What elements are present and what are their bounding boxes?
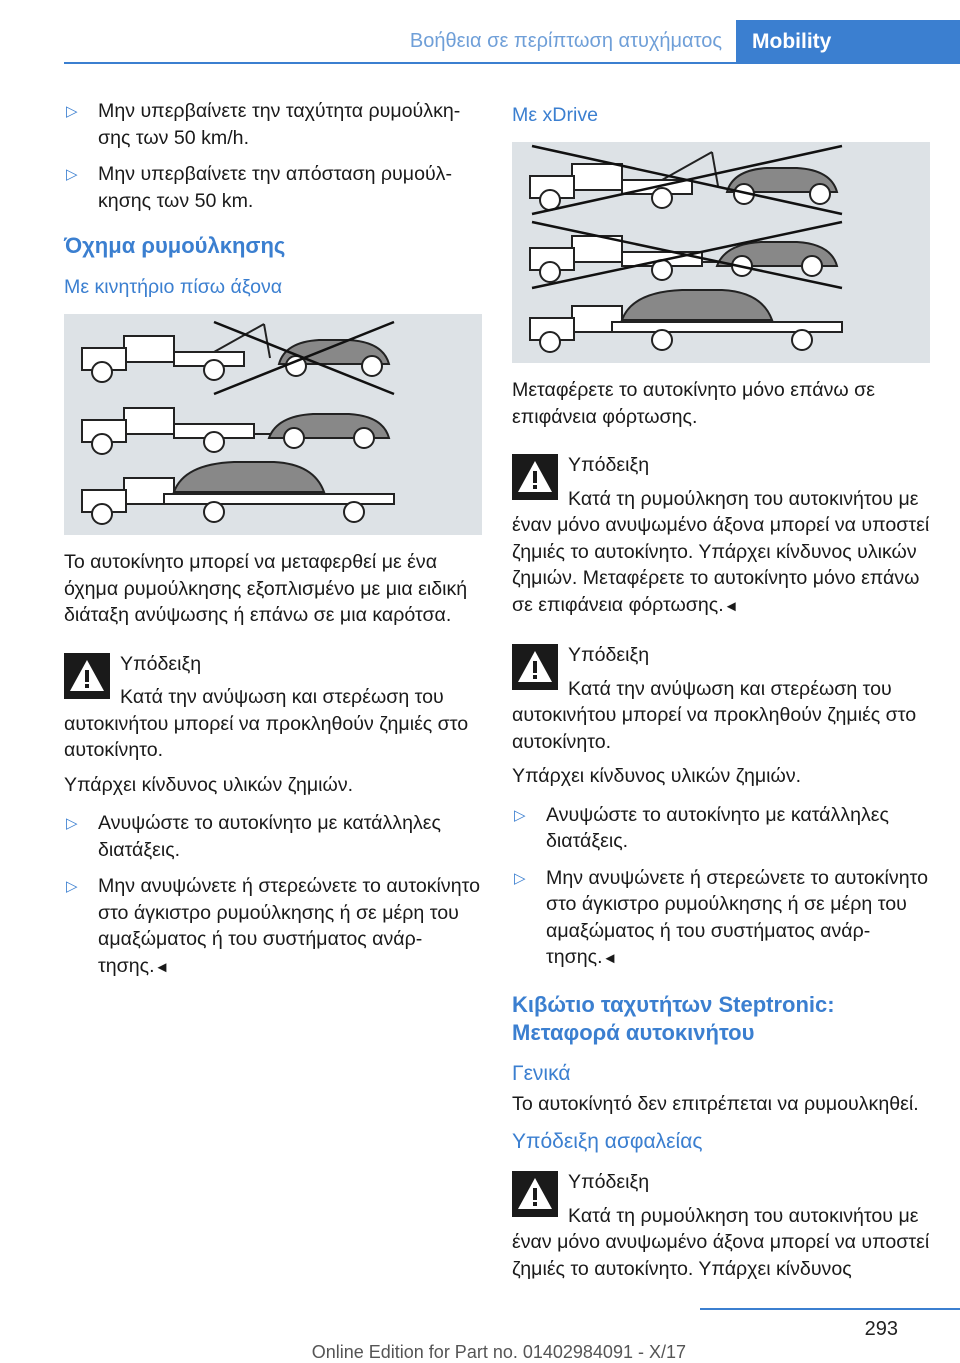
list-item: ▷ Ανυψώστε το αυτοκίνητο με κατάλληλες διατάξεις. — [514, 803, 889, 852]
warning-title: Υπόδειξη — [568, 1171, 650, 1193]
heading-tow-vehicle: Όχημα ρυμούλκησης — [64, 233, 286, 258]
list-item: ▷ Μην υπερβαίνετε την απόσταση ρυμούλκησης των 50 km. — [66, 163, 453, 212]
risk-text: Υπάρχει κίνδυνος υλικών ζημιών. — [512, 765, 802, 787]
lifting-list — [64, 810, 482, 981]
list-item: ▷ Μην υπερβαίνετε την ταχύτητα ρυμούλκησης των 50 km/h. — [66, 100, 461, 149]
subheading-general: Γενικά — [512, 1061, 571, 1085]
warning-text: Κατά την ανύψωση και στερέωση του αυτοκινήτου μπορεί να προκληθούν ζημιές στο αυτοκίνητο. — [512, 677, 917, 753]
subheading-rear-axle: Με κινητήριο πίσω άξονα — [64, 276, 283, 298]
chapter-tab[interactable]: Mobility — [736, 20, 960, 62]
tow-truck-illustration — [64, 314, 482, 535]
edition-note: Online Edition for Part no. 01402984091 - X/17 — [311, 1342, 686, 1362]
warning-icon — [512, 454, 558, 500]
warning-icon — [64, 653, 110, 699]
list-item: ▷ Ανυψώστε το αυτοκίνητο με κατάλληλες διατάξεις. — [66, 812, 441, 861]
heading-steptronic: Κιβώτιο ταχυτήτων Steptronic: Μεταφορά αυτοκινήτου — [512, 991, 835, 1045]
subheading-xdrive: Με xDrive — [512, 104, 599, 126]
xdrive-tow-illustration — [512, 142, 930, 363]
warning-icon — [512, 644, 558, 690]
lifting-list — [512, 802, 930, 973]
warning-block — [512, 642, 930, 755]
tow-description: Το αυτοκίνητο μπορεί να μεταφερθεί με ένα όχημα ρυμούλκησης εξοπλισμένο με μια ειδική διάταξη ανύψωσης ή επάνω σε μια καρότσα. — [64, 551, 468, 626]
speed-distance-list — [64, 98, 482, 214]
end-mark: ◄ — [154, 958, 170, 976]
triangle-bullet-icon: ▷ — [66, 878, 78, 895]
warning-title: Υπόδειξη — [568, 454, 650, 476]
general-text: Το αυτοκίνητό δεν επιτρέπεται να ρυμουλκηθεί. — [512, 1092, 919, 1115]
triangle-bullet-icon: ▷ — [66, 103, 78, 120]
triangle-bullet-icon: ▷ — [66, 166, 78, 183]
warning-block — [64, 651, 482, 764]
page-number: 293 — [864, 1318, 898, 1340]
list-item: ▷ Μην ανυψώνετε ή στερεώνετε το αυτοκίνητο στο άγκιστρο ρυμούλκησης ή σε μέρη του αμαξώματος ή του συστήματος ανάρτησης.◄ — [66, 875, 480, 977]
warning-title: Υπόδειξη — [568, 644, 650, 666]
warning-text: Κατά τη ρυμούλκηση του αυτοκινήτου με έναν μόνο ανυψωμένο άξονα μπορεί να υποστεί ζημιές το αυτοκίνητο. Υπάρχει κίνδυνος — [512, 1204, 930, 1280]
warning-text: Κατά τη ρυμούλκηση του αυτοκινήτου με έναν μόνο ανυψωμένο άξονα μπορεί να υποστεί ζημιές το αυτοκίνητο. Υπάρχει κίνδυνος υλικών ζημιών. Μεταφέρετε το αυτοκίνητο μόνο επάνω σε επιφάνεια φόρτωσης.◄ — [512, 487, 930, 616]
page-header — [0, 0, 960, 66]
warning-block — [512, 1169, 930, 1282]
list-item: ▷ Μην ανυψώνετε ή στερεώνετε το αυτοκίνητο στο άγκιστρο ρυμούλκησης ή σε μέρη του αμαξώματος ή του συστήματος ανάρτησης.◄ — [514, 866, 928, 968]
warning-text: Κατά την ανύψωση και στερέωση του αυτοκινήτου μπορεί να προκληθούν ζημιές στο αυτοκίνητο. — [64, 686, 469, 761]
right-column — [512, 98, 930, 1290]
left-column — [64, 98, 482, 993]
warning-title: Υπόδειξη — [120, 652, 202, 675]
end-mark: ◄ — [723, 597, 739, 615]
warning-block — [512, 452, 930, 620]
triangle-bullet-icon: ▷ — [66, 815, 78, 832]
subheading-safety: Υπόδειξη ασφαλείας — [512, 1130, 703, 1153]
triangle-bullet-icon: ▷ — [514, 806, 526, 824]
end-mark: ◄ — [602, 950, 618, 967]
footer-rule — [700, 1308, 960, 1310]
triangle-bullet-icon: ▷ — [514, 869, 526, 887]
header-rule — [64, 62, 960, 64]
warning-icon — [512, 1171, 558, 1217]
risk-text: Υπάρχει κίνδυνος υλικών ζημιών. — [64, 773, 354, 796]
xdrive-text: Μεταφέρετε το αυτοκίνητο μόνο επάνω σε επιφάνεια φόρτωσης. — [512, 379, 875, 428]
section-title: Βοήθεια σε περίπτωση ατυχήματος — [409, 30, 722, 52]
